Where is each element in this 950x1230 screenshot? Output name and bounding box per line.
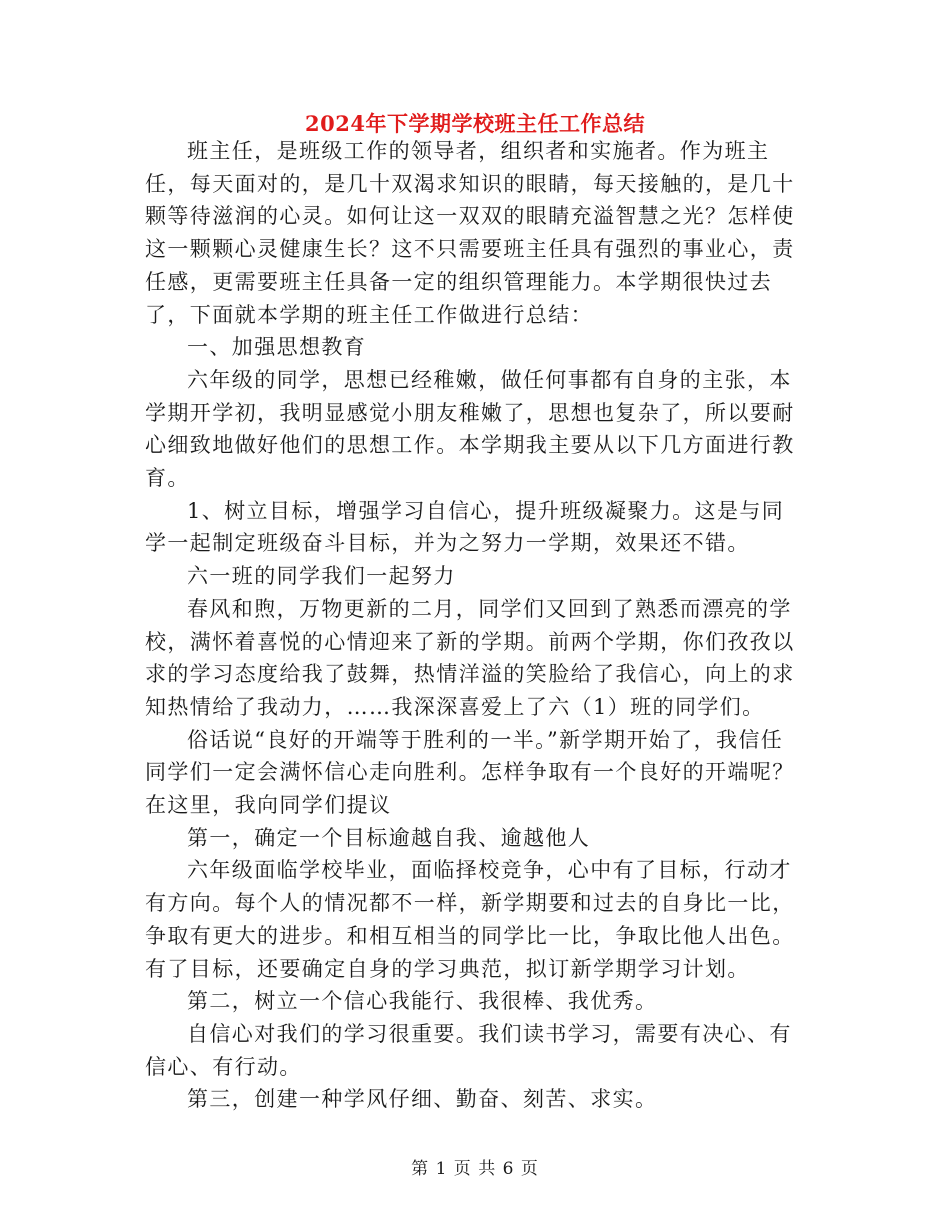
page-number-footer: 第 1 页 共 6 页 (411, 1159, 539, 1179)
paragraph: 1、树立目标，增强学习自信心，提升班级凝聚力。这是与同学一起制定班级奋斗目标，并为之努力一学期，效果还不错。 (145, 498, 785, 556)
section-heading: 一、加强思想教育 (187, 335, 367, 360)
paragraph: 俗话说“良好的开端等于胜利的一半。”新学期开始了，我信任同学们一定会满怀信心走向胜利。怎样争取有一个良好的开端呢？在这里，我向同学们提议 (145, 727, 795, 818)
paragraph-heading: 六一班的同学我们一起努力 (187, 564, 456, 589)
document-body (145, 135, 805, 1116)
paragraph-heading: 第一，确定一个目标逾越自我、逾越他人 (187, 825, 591, 850)
paragraph-intro: 班主任，是班级工作的领导者，组织者和实施者。作为班主任，每天面对的，是几十双渴求知识的眼睛，每天接触的，是几十颗等待滋润的心灵。如何让这一双双的眼睛充溢智慧之光？怎样使这一颗颗心灵健康生长？这不只需要班主任具有强烈的事业心，责任感，更需要班主任具备一定的组织管理能力。本学期很快过去了，下面就本学期的班主任工作做进行总结： (145, 139, 795, 327)
paragraph-heading: 第三，创建一种学风仔细、勤奋、刻苦、求实。 (187, 1087, 658, 1112)
paragraph: 自信心对我们的学习很重要。我们读书学习，需要有决心、有信心、有行动。 (145, 1021, 792, 1079)
paragraph: 春风和煦，万物更新的二月，同学们又回到了熟悉而漂亮的学校，满怀着喜悦的心情迎来了新的学期。前两个学期，你们孜孜以求的学习态度给我了鼓舞，热情洋溢的笑脸给了我信心，向上的求知热情给了我动力，……我深深喜爱上了六（1）班的同学们。 (145, 596, 795, 719)
document-title: 2024年下学期学校班主任工作总结 (305, 111, 645, 136)
paragraph-heading: 第二，树立一个信心我能行、我很棒、我优秀。 (187, 989, 658, 1014)
paragraph: 六年级的同学，思想已经稚嫩，做任何事都有自身的主张，本学期开学初，我明显感觉小朋友稚嫩了，思想也复杂了，所以要耐心细致地做好他们的思想工作。本学期我主要从以下几方面进行教育。 (145, 367, 795, 491)
paragraph: 六年级面临学校毕业，面临择校竞争，心中有了目标，行动才有方向。每个人的情况都不一样，新学期要和过去的自身比一比，争取有更大的进步。和相互相当的同学比一比，争取比他人出色。有了目标，还要确定自身的学习典范，拟订新学期学习计划。 (145, 858, 795, 981)
